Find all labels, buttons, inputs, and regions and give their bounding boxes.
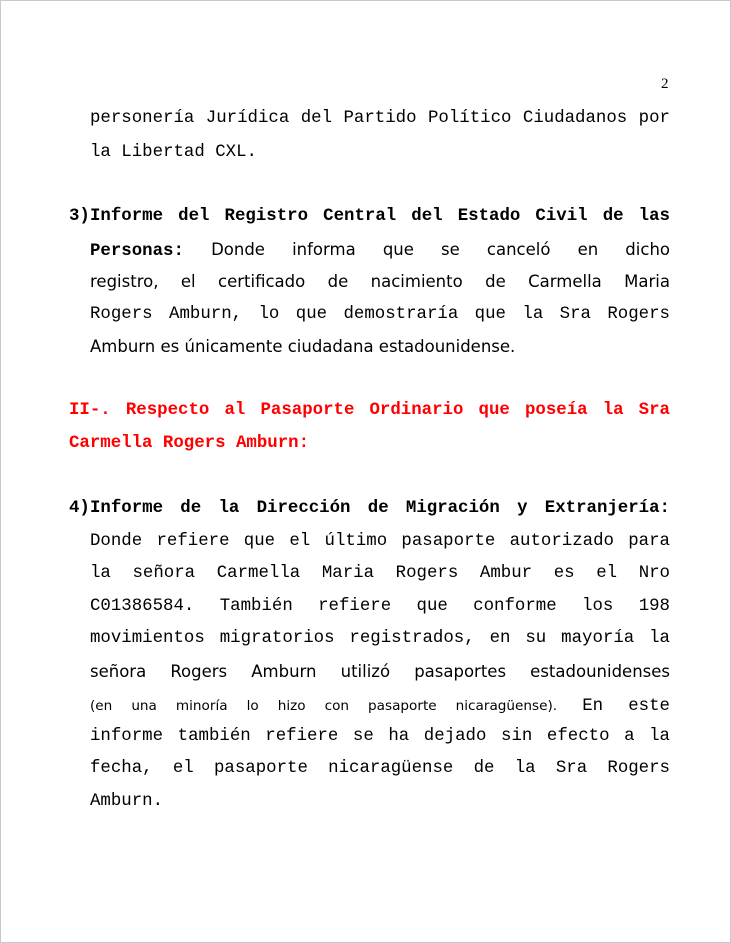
list-marker-4: 4): [69, 499, 90, 518]
section-heading: II-. Respecto al Pasaporte Ordinario que poseía la Sra: [69, 401, 670, 420]
item-4-line: C01386584. También refiere que conforme los 198: [90, 597, 670, 616]
item-4-text: En este: [557, 697, 670, 716]
item-3-line: [90, 237, 670, 261]
item-4-line: [90, 692, 670, 716]
section-heading: Carmella Rogers Amburn:: [69, 434, 310, 453]
item-3-line: Rogers Amburn, lo que demostraría que la Sra Rogers: [90, 305, 670, 324]
list-marker-3: 3): [69, 207, 90, 226]
item-3-heading: Informe del Registro Central del Estado Civil de las: [90, 207, 670, 226]
page-number: 2: [661, 76, 669, 92]
item-4-parenthetical: (en una minoría lo hizo con pasaporte nicaragüense).: [90, 698, 558, 714]
item-4-line: fecha, el pasaporte nicaragüense de la Sra Rogers: [90, 759, 670, 778]
item-3-heading-end: Personas:: [90, 242, 184, 261]
item-4-line: movimientos migratorios registrados, en su mayoría la: [90, 629, 670, 648]
item-4-line: Amburn.: [90, 792, 164, 811]
item-4-line: informe también refiere se ha dejado sin efecto a la: [90, 727, 670, 746]
item-3-text: Donde informa que se canceló en dicho: [183, 240, 670, 259]
paragraph-line: personería Jurídica del Partido Político Ciudadanos por: [90, 109, 670, 128]
item-4-heading: Informe de la Dirección de Migración y Extranjería:: [90, 499, 670, 518]
item-3-line: Amburn es únicamente ciudadana estadounidense.: [90, 337, 516, 356]
item-3-line: registro, el certificado de nacimiento de Carmella Maria: [90, 272, 670, 291]
item-4-line: señora Rogers Amburn utilizó pasaportes estadounidenses: [90, 662, 670, 681]
paragraph-line: la Libertad CXL.: [90, 143, 257, 162]
item-4-line: la señora Carmella Maria Rogers Ambur es el Nro: [90, 564, 670, 583]
item-4-line: Donde refiere que el último pasaporte autorizado para: [90, 532, 670, 551]
